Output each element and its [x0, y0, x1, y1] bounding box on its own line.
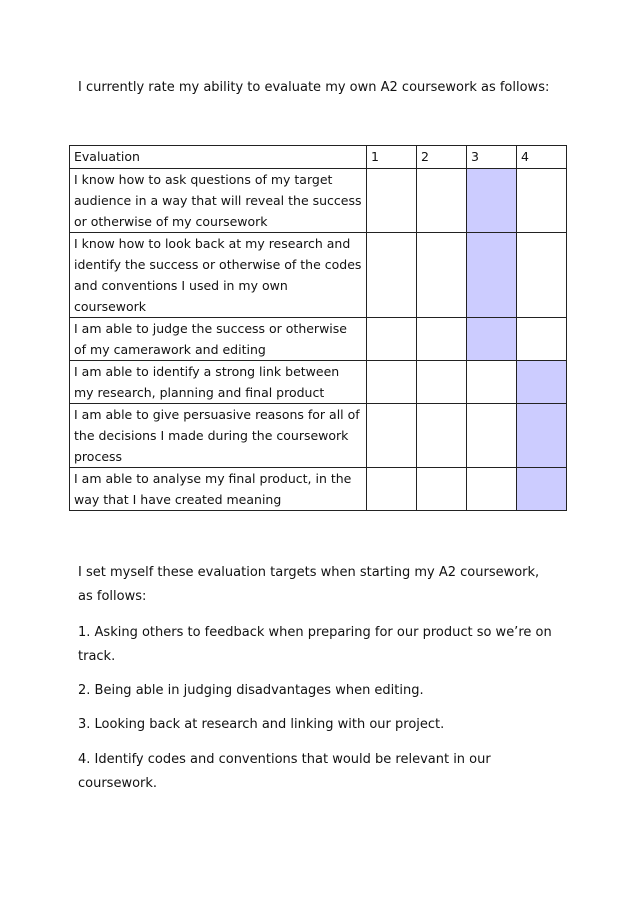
criterion-cell [70, 318, 367, 361]
score-cell-1 [367, 318, 417, 361]
criterion-cell [70, 468, 367, 511]
header-score-1: 1 [367, 146, 417, 169]
criterion-text: I know how to ask questions of my target audience in a way that will reveal the success or otherwise of my coursework [74, 172, 362, 229]
targets-intro-paragraph: I set myself these evaluation targets when starting my A2 coursework, as follows: [78, 565, 540, 604]
table-header-row [70, 146, 567, 169]
score-cell-2 [417, 169, 467, 233]
score-cell-3 [467, 318, 517, 361]
score-cell-4 [517, 318, 567, 361]
score-cell-3 [467, 169, 517, 233]
table-row [70, 233, 567, 318]
score-cell-2 [417, 361, 467, 404]
table-row [70, 404, 567, 468]
criterion-text: I am able to judge the success or otherwise of my camerawork and editing [74, 321, 347, 357]
target-item-3: 3. Looking back at research and linking with our project. [78, 717, 445, 732]
header-score-2: 2 [417, 146, 467, 169]
header-score-4: 4 [517, 146, 567, 169]
criterion-cell [70, 404, 367, 468]
score-cell-4 [517, 468, 567, 511]
target-item-2: 2. Being able in judging disadvantages when editing. [78, 683, 424, 698]
header-score-3: 3 [467, 146, 517, 169]
table-row [70, 361, 567, 404]
score-cell-4 [517, 233, 567, 318]
criterion-cell [70, 361, 367, 404]
score-cell-1 [367, 233, 417, 318]
score-cell-3 [467, 468, 517, 511]
score-cell-1 [367, 361, 417, 404]
score-cell-1 [367, 169, 417, 233]
table-row [70, 468, 567, 511]
score-cell-3 [467, 404, 517, 468]
criterion-cell [70, 233, 367, 318]
score-cell-2 [417, 404, 467, 468]
criterion-text: I am able to analyse my final product, in the way that I have created meaning [74, 471, 352, 507]
score-cell-4 [517, 404, 567, 468]
header-evaluation: Evaluation [70, 146, 367, 169]
score-cell-4 [517, 169, 567, 233]
score-cell-3 [467, 361, 517, 404]
criterion-text: I am able to give persuasive reasons for all of the decisions I made during the coursework process [74, 407, 360, 464]
score-cell-3 [467, 233, 517, 318]
score-cell-2 [417, 318, 467, 361]
score-cell-4 [517, 361, 567, 404]
intro-paragraph: I currently rate my ability to evaluate my own A2 coursework as follows: [78, 80, 550, 95]
table-row [70, 318, 567, 361]
score-cell-1 [367, 468, 417, 511]
table-row [70, 169, 567, 233]
target-item-1: 1. Asking others to feedback when preparing for our product so we’re on track. [78, 625, 552, 664]
criterion-text: I know how to look back at my research and identify the success or otherwise of the codes and conventions I used in my own coursework [74, 236, 362, 314]
self-rating-table [69, 145, 567, 511]
target-item-4: 4. Identify codes and conventions that would be relevant in our coursework. [78, 752, 491, 791]
score-cell-1 [367, 404, 417, 468]
criterion-text: I am able to identify a strong link between my research, planning and final product [74, 364, 340, 400]
score-cell-2 [417, 468, 467, 511]
criterion-cell [70, 169, 367, 233]
score-cell-2 [417, 233, 467, 318]
